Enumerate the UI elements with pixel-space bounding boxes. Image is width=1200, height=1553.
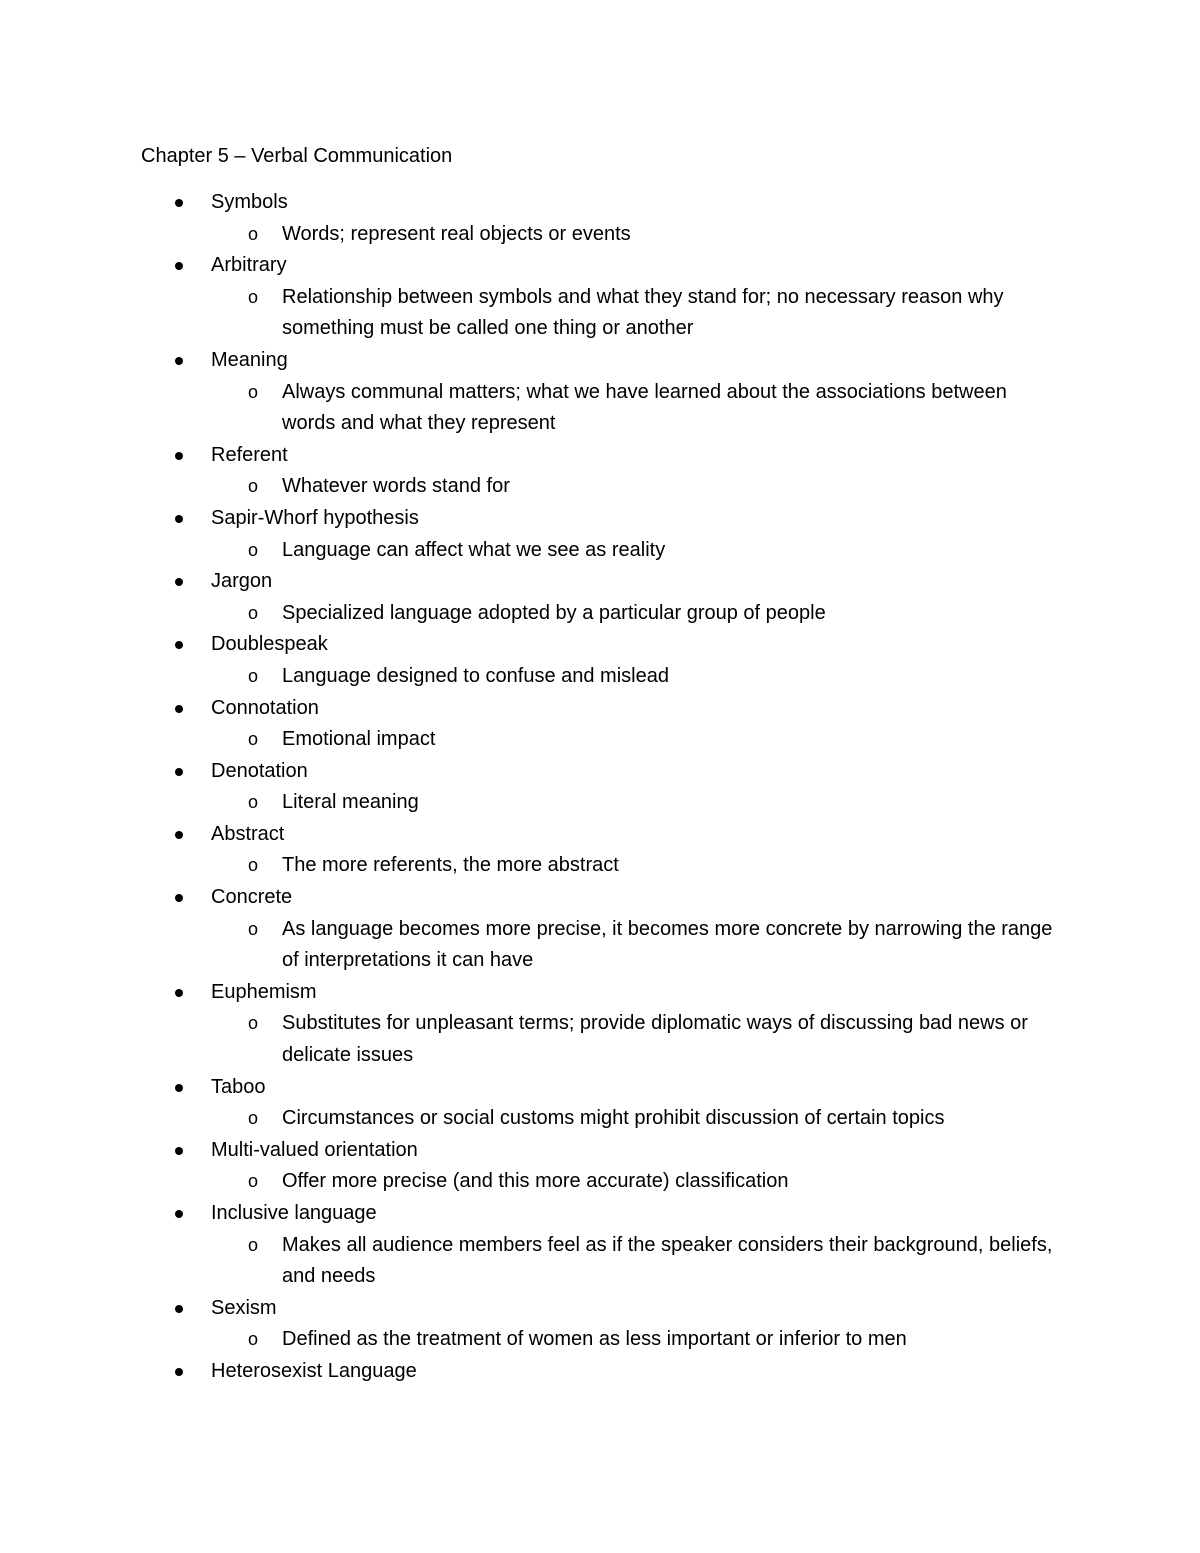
term-label: Doublespeak — [211, 633, 328, 656]
term-item — [0, 250, 1200, 345]
definition-item — [0, 1103, 1062, 1135]
term-row — [0, 1356, 1200, 1388]
term-row — [0, 1293, 1200, 1325]
definition-item — [0, 1230, 1062, 1293]
sub-bullet-icon: o — [248, 792, 259, 813]
term-item — [0, 1356, 1200, 1388]
term-item — [0, 819, 1200, 882]
definition-item — [0, 535, 1062, 567]
term-list — [0, 187, 1200, 1388]
sub-bullet-icon: o — [248, 1013, 259, 1034]
bullet-icon — [175, 515, 183, 523]
bullet-icon — [175, 831, 183, 839]
term-row — [0, 819, 1200, 851]
term-label: Heterosexist Language — [211, 1359, 417, 1382]
definition-text: Makes all audience members feel as if the speaker considers their background, beliefs, and needs — [282, 1233, 1053, 1288]
term-item — [0, 566, 1200, 629]
term-row — [0, 1135, 1200, 1167]
term-item — [0, 345, 1200, 440]
definition-text: Specialized language adopted by a particular group of people — [282, 601, 826, 624]
sub-bullet-icon: o — [248, 1234, 259, 1255]
sub-bullet-icon: o — [248, 223, 259, 244]
term-row — [0, 629, 1200, 661]
term-label: Abstract — [211, 822, 285, 845]
term-row — [0, 882, 1200, 914]
term-label: Denotation — [211, 759, 308, 782]
definition-text: Relationship between symbols and what they stand for; no necessary reason why something must be called one thing or another — [282, 285, 1004, 340]
definition-text: Emotional impact — [282, 728, 436, 751]
definition-item — [0, 724, 1062, 756]
term-item — [0, 503, 1200, 566]
definition-text: Words; represent real objects or events — [282, 222, 631, 245]
term-label: Sexism — [211, 1296, 277, 1319]
term-row — [0, 1072, 1200, 1104]
page-title: Chapter 5 – Verbal Communication — [141, 145, 453, 167]
term-label: Concrete — [211, 886, 293, 909]
definition-item — [0, 1166, 1062, 1198]
term-row — [0, 250, 1200, 282]
sub-bullet-icon: o — [248, 539, 259, 560]
definition-item — [0, 661, 1062, 693]
term-row — [0, 440, 1200, 472]
definition-text: Literal meaning — [282, 791, 419, 814]
term-row — [0, 503, 1200, 535]
sub-bullet-icon: o — [248, 476, 259, 497]
term-row — [0, 345, 1200, 377]
bullet-icon — [175, 1147, 183, 1155]
term-label: Arbitrary — [211, 254, 287, 277]
term-item — [0, 440, 1200, 503]
definition-item — [0, 850, 1062, 882]
term-label: Symbols — [211, 191, 288, 213]
term-item — [0, 977, 1200, 1072]
sub-bullet-icon: o — [248, 1329, 259, 1350]
bullet-icon — [175, 1210, 183, 1218]
definition-item — [0, 787, 1062, 819]
definition-text: Language can affect what we see as reality — [282, 538, 666, 561]
sub-bullet-icon: o — [248, 1171, 259, 1192]
term-label: Inclusive language — [211, 1202, 377, 1224]
term-item — [0, 187, 1200, 250]
term-item — [0, 693, 1200, 756]
definition-text: Language designed to confuse and mislead — [282, 664, 669, 687]
definition-text: Offer more precise (and this more accurate) classification — [282, 1170, 789, 1193]
definition-item — [0, 471, 1062, 503]
term-item — [0, 1135, 1200, 1198]
term-label: Euphemism — [211, 980, 317, 1003]
term-label: Taboo — [211, 1075, 266, 1098]
term-label: Sapir-Whorf hypothesis — [211, 506, 419, 529]
definition-item — [0, 1324, 1062, 1356]
sub-bullet-icon: o — [248, 602, 259, 623]
term-item — [0, 1072, 1200, 1135]
definition-text: Substitutes for unpleasant terms; provide diplomatic ways of discussing bad news or delicate issues — [282, 1012, 1028, 1067]
definition-text: Always communal matters; what we have learned about the associations between words and what they represent — [282, 380, 1007, 435]
bullet-icon — [175, 1084, 183, 1092]
bullet-icon — [175, 641, 183, 649]
bullet-icon — [175, 578, 183, 586]
term-item — [0, 756, 1200, 819]
bullet-icon — [175, 1305, 183, 1313]
definition-text: Circumstances or social customs might prohibit discussion of certain topics — [282, 1107, 945, 1130]
definition-text: Whatever words stand for — [282, 475, 510, 498]
definition-text: Defined as the treatment of women as less important or inferior to men — [282, 1328, 907, 1351]
sub-bullet-icon: o — [248, 918, 259, 939]
bullet-icon — [175, 894, 183, 902]
term-item — [0, 629, 1200, 692]
bullet-icon — [175, 768, 183, 776]
definition-item — [0, 598, 1062, 630]
term-row — [0, 977, 1200, 1009]
sub-bullet-icon: o — [248, 1108, 259, 1129]
term-item — [0, 882, 1200, 977]
term-row — [0, 566, 1200, 598]
term-row — [0, 693, 1200, 725]
term-label: Meaning — [211, 348, 288, 371]
bullet-icon — [175, 357, 183, 365]
term-label: Referent — [211, 443, 288, 466]
bullet-icon — [175, 452, 183, 460]
term-label: Multi-valued orientation — [211, 1138, 418, 1161]
sub-bullet-icon: o — [248, 855, 259, 876]
sub-bullet-icon: o — [248, 665, 259, 686]
definition-text: The more referents, the more abstract — [282, 854, 619, 877]
definition-item — [0, 219, 1062, 251]
term-label: Jargon — [211, 570, 273, 593]
bullet-icon — [175, 262, 183, 270]
term-row — [0, 1198, 1200, 1230]
term-label: Connotation — [211, 696, 319, 719]
sub-bullet-icon: o — [248, 381, 259, 402]
sub-bullet-icon: o — [248, 729, 259, 750]
bullet-icon — [175, 705, 183, 713]
sub-bullet-icon: o — [248, 286, 259, 307]
bullet-icon — [175, 199, 183, 207]
term-row — [0, 756, 1200, 788]
definition-item — [0, 282, 1062, 345]
definition-item — [0, 914, 1062, 977]
definition-text: As language becomes more precise, it becomes more concrete by narrowing the range of interpretations it can have — [282, 917, 1053, 972]
definition-item — [0, 1008, 1062, 1071]
definition-item — [0, 377, 1062, 440]
bullet-icon — [175, 989, 183, 997]
bullet-icon — [175, 1368, 183, 1376]
term-item — [0, 1293, 1200, 1356]
term-row — [0, 187, 1200, 219]
term-item — [0, 1198, 1200, 1293]
